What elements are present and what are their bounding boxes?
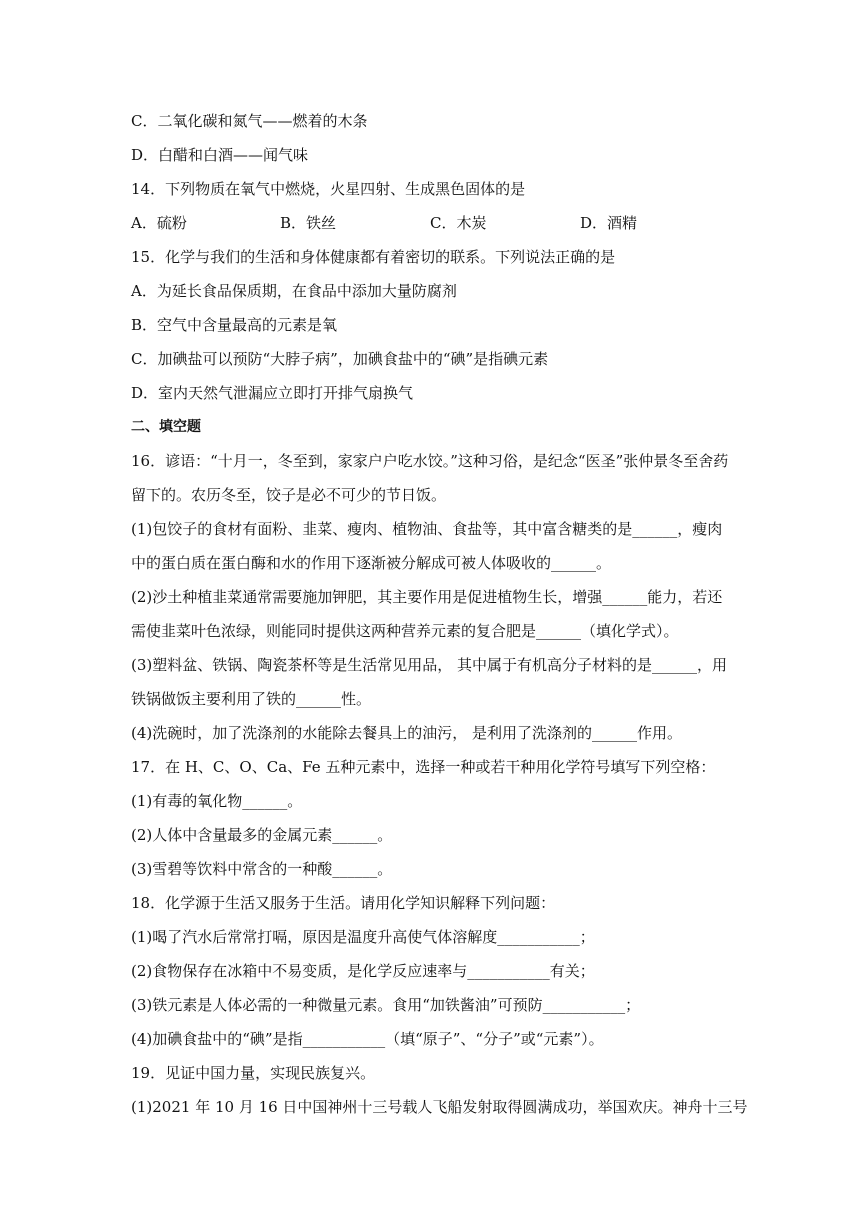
question-14: 14．下列物质在氧气中燃烧，火星四射、生成黑色固体的是	[131, 180, 526, 198]
q17-part2: (2)人体中含量最多的金属元素______。	[131, 826, 393, 844]
option-d-q13: D．白醋和白酒——闻气味	[131, 146, 309, 164]
q14-option-c: C．木炭	[430, 214, 487, 232]
q16-part1-line2: 中的蛋白质在蛋白酶和水的作用下逐渐被分解成可被人体吸收的______。	[131, 554, 612, 572]
q19-part1: (1)2021 年 10 月 16 日中国神州十三号载人飞船发射取得圆满成功，举国欢庆。神舟十三号	[131, 1098, 748, 1116]
q16-part4: (4)洗碗时，加了洗涤剂的水能除去餐具上的油污， 是利用了洗涤剂的______作用。	[131, 724, 683, 742]
q16-part2-line1: (2)沙土种植韭菜通常需要施加钾肥，其主要作用是促进植物生长，增强______能力，若还	[131, 588, 723, 606]
q18-part1: (1)喝了汽水后常常打嗝，原因是温度升高使气体溶解度___________；	[131, 928, 595, 946]
question-17: 17．在 H、C、O、Ca、Fe 五种元素中，选择一种或若干种用化学符号填写下列空格：	[131, 758, 716, 776]
q14-option-b: B．铁丝	[280, 214, 337, 232]
q15-option-b: B．空气中含量最高的元素是氧	[131, 316, 338, 334]
q16-part3-line1: (3)塑料盆、铁锅、陶瓷茶杯等是生活常见用品， 其中属于有机高分子材料的是______，用	[131, 656, 728, 674]
option-c-q13: C．二氧化碳和氮气——燃着的木条	[131, 112, 368, 130]
q16-part3-line2: 铁锅做饭主要利用了铁的______性。	[131, 690, 372, 708]
q15-option-a: A．为延长食品保质期，在食品中添加大量防腐剂	[131, 282, 457, 300]
q17-part3: (3)雪碧等饮料中常含的一种酸______。	[131, 860, 393, 878]
question-19: 19．见证中国力量，实现民族复兴。	[131, 1064, 376, 1082]
q18-part4: (4)加碘食盐中的“碘”是指___________（填“原子”、“分子”或“元素”）。	[131, 1030, 604, 1048]
q17-part1: (1)有毒的氧化物______。	[131, 792, 303, 810]
q18-part3: (3)铁元素是人体必需的一种微量元素。食用“加铁酱油”可预防___________；	[131, 996, 641, 1014]
q16-part1-line1: (1)包饺子的食材有面粉、韭菜、瘦肉、植物油、食盐等，其中富含糖类的是______，瘦肉	[131, 520, 723, 538]
question-16-line1: 16．谚语：“十月一，冬至到，家家户户吃水饺。”这种习俗，是纪念“医圣”张仲景冬至舍药	[131, 452, 729, 470]
q14-option-d: D．酒精	[580, 214, 638, 232]
q15-option-d: D．室内天然气泄漏应立即打开排气扇换气	[131, 384, 414, 402]
question-15: 15．化学与我们的生活和身体健康都有着密切的联系。下列说法正确的是	[131, 248, 616, 266]
q18-part2: (2)食物保存在冰箱中不易变质，是化学反应速率与___________有关；	[131, 962, 595, 980]
question-16-line2: 留下的。农历冬至，饺子是必不可少的节日饭。	[131, 486, 447, 504]
section-heading: 二、填空题	[131, 419, 201, 435]
question-18: 18．化学源于生活又服务于生活。请用化学知识解释下列问题：	[131, 894, 556, 912]
q14-option-a: A．硫粉	[131, 214, 187, 232]
q16-part2-line2: 需使韭菜叶色浓绿，则能同时提供这两种营养元素的复合肥是______（填化学式）。	[131, 622, 679, 640]
q15-option-c: C．加碘盐可以预防“大脖子病”，加碘食盐中的“碘”是指碘元素	[131, 350, 549, 368]
